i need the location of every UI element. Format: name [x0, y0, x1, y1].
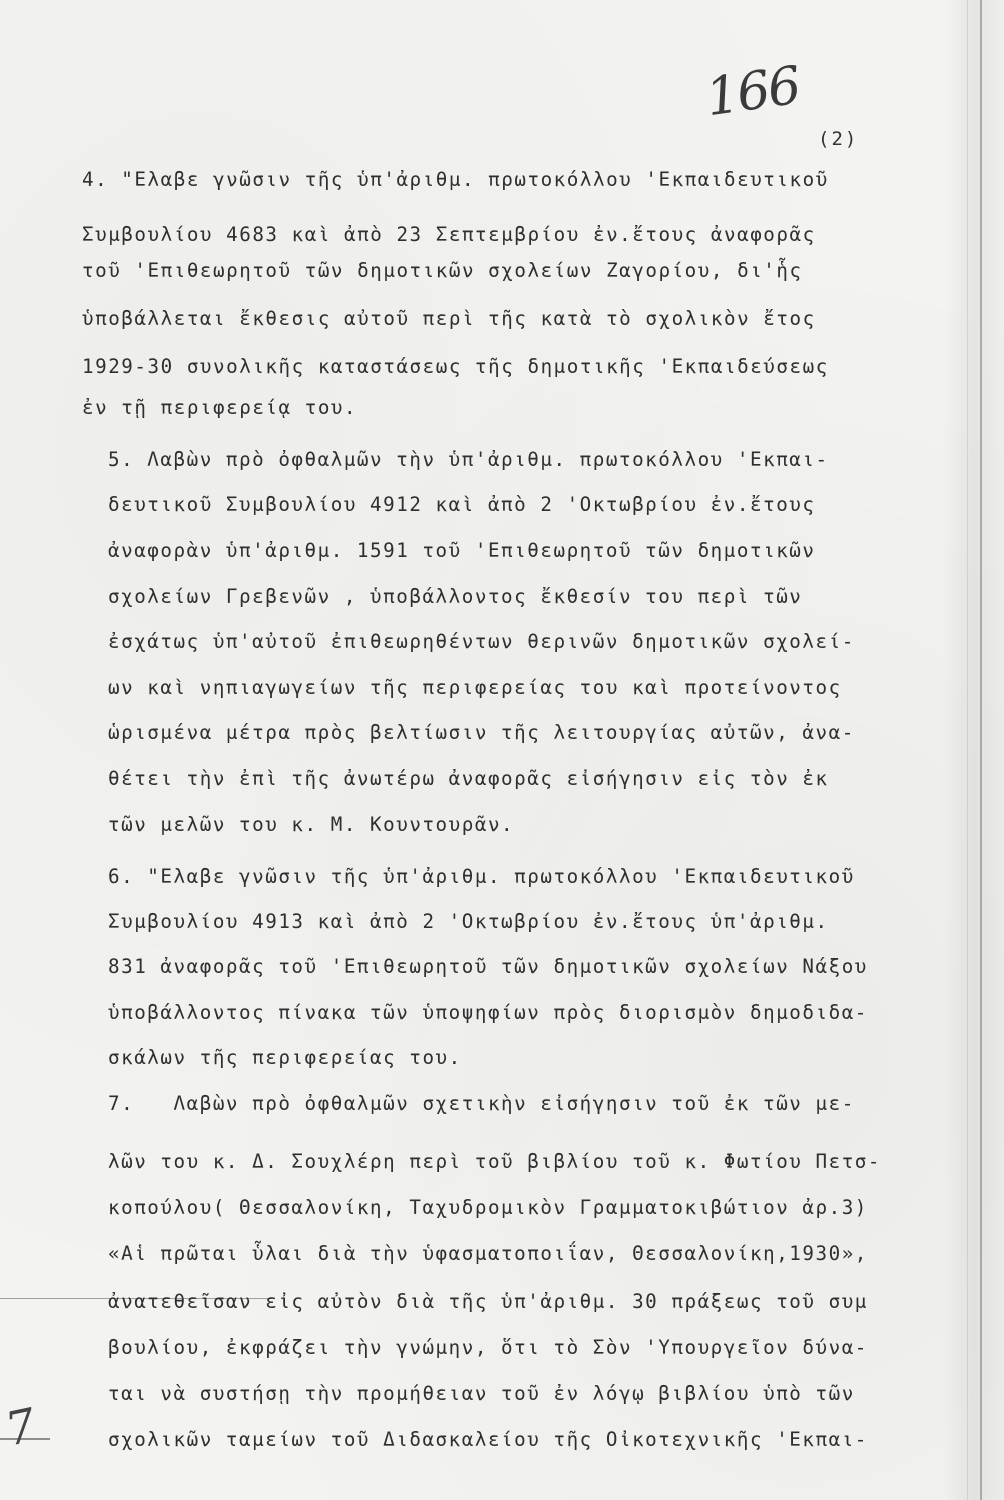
handwritten-page-number: 166: [702, 55, 803, 129]
text-line: 1929-30 συνολικῆς καταστάσεως τῆς δημοτικῆς 'Εκπαιδεύσεως: [82, 355, 829, 378]
text-line: ὑποβάλλοντος πίνακα τῶν ὑποψηφίων πρὸς διορισμὸν δημοδιδα-: [108, 1001, 868, 1024]
text-line: λῶν του κ. Δ. Σουχλέρη περὶ τοῦ βιβλίου τοῦ κ. Φωτίου Πετσ-: [108, 1150, 882, 1173]
text-line: ἀναφορὰν ὑπ'ἀριθμ. 1591 τοῦ 'Επιθεωρητοῦ τῶν δημοτικῶν: [108, 539, 816, 562]
text-line: σχολείων Γρεβενῶν , ὑποβάλλοντος ἔκθεσίν του περὶ τῶν: [108, 585, 803, 608]
text-line: 5. Λαβὼν πρὸ ὀφθαλμῶν τὴν ὑπ'ἀριθμ. πρωτοκόλλου 'Εκπαι-: [108, 448, 829, 471]
handwritten-margin-mark: 7: [0, 1397, 41, 1457]
text-line: ἐν τῇ περιφερείᾳ του.: [82, 396, 358, 419]
text-line: ται νὰ συστήσῃ τὴν προμήθειαν τοῦ ἐν λόγῳ βιβλίου ὑπὸ τῶν: [108, 1382, 855, 1405]
text-line: κοπούλου( Θεσσαλονίκη, Ταχυδρομικὸν Γραμματοκιβώτιον ἀρ.3): [108, 1196, 868, 1219]
text-line: θέτει τὴν ἐπὶ τῆς ἀνωτέρω ἀναφορᾶς εἰσήγησιν εἰς τὸν ἐκ: [108, 767, 829, 790]
text-line: σχολικῶν ταμείων τοῦ Διδασκαλείου τῆς Οἰκοτεχνικῆς 'Εκπαι-: [108, 1428, 868, 1451]
text-line: «Αἱ πρῶται ὗλαι διὰ τὴν ὑφασματοποιΐαν, Θεσσαλονίκη,1930»,: [108, 1242, 868, 1265]
text-line: Συμβουλίου 4913 καὶ ἀπὸ 2 'Οκτωβρίου ἐν.ἔτους ὑπ'ἀριθμ.: [108, 910, 829, 933]
text-line: Συμβουλίου 4683 καὶ ἀπὸ 23 Σεπτεμβρίου ἐν.ἔτους ἀναφορᾶς: [82, 223, 816, 246]
text-line: 6. "Ελαβε γνῶσιν τῆς ὑπ'ἀριθμ. πρωτοκόλλου 'Εκπαιδευτικοῦ: [108, 865, 855, 888]
text-line: ἐσχάτως ὑπ'αὐτοῦ ἐπιθεωρηθέντων θερινῶν δημοτικῶν σχολεί-: [108, 630, 855, 653]
text-line: ων καὶ νηπιαγωγείων τῆς περιφερείας του καὶ προτείνοντος: [108, 676, 842, 699]
text-line: 831 ἀναφορᾶς τοῦ 'Επιθεωρητοῦ τῶν δημοτικῶν σχολείων Νάξου: [108, 955, 868, 978]
text-line: σκάλων τῆς περιφερείας του.: [108, 1046, 462, 1069]
text-line: δευτικοῦ Συμβουλίου 4912 καὶ ἀπὸ 2 'Οκτωβρίου ἐν.ἔτους: [108, 493, 816, 516]
text-line: ὑποβάλλεται ἔκθεσις αὐτοῦ περὶ τῆς κατὰ τὸ σχολικὸν ἔτος: [82, 307, 816, 330]
text-line: βουλίου, ἐκφράζει τὴν γνώμην, ὅτι τὸ Σὸν 'Υπουργεῖον δύνα-: [108, 1336, 868, 1359]
text-line: τοῦ 'Επιθεωρητοῦ τῶν δημοτικῶν σχολείων Ζαγορίου, δι'ἧς: [82, 259, 803, 282]
page-edge-line: [967, 0, 968, 1500]
text-line: 7. Λαβὼν πρὸ ὀφθαλμῶν σχετικὴν εἰσήγησιν τοῦ ἐκ τῶν με-: [108, 1092, 855, 1115]
text-line: ἀνατεθεῖσαν εἰς αὐτὸν διὰ τῆς ὑπ'ἀριθμ. 30 πράξεως τοῦ συμ: [108, 1290, 868, 1313]
text-line: τῶν μελῶν του κ. Μ. Κουντουρᾶν.: [108, 813, 515, 836]
page-edge-shadow: [980, 0, 982, 1500]
text-line: ὡρισμένα μέτρα πρὸς βελτίωσιν τῆς λειτουργίας αὐτῶν, ἀνα-: [108, 721, 855, 744]
text-line: 4. "Ελαβε γνῶσιν τῆς ὑπ'ἀριθμ. πρωτοκόλλου 'Εκπαιδευτικοῦ: [82, 168, 829, 191]
sheet-number: (2): [818, 128, 859, 150]
